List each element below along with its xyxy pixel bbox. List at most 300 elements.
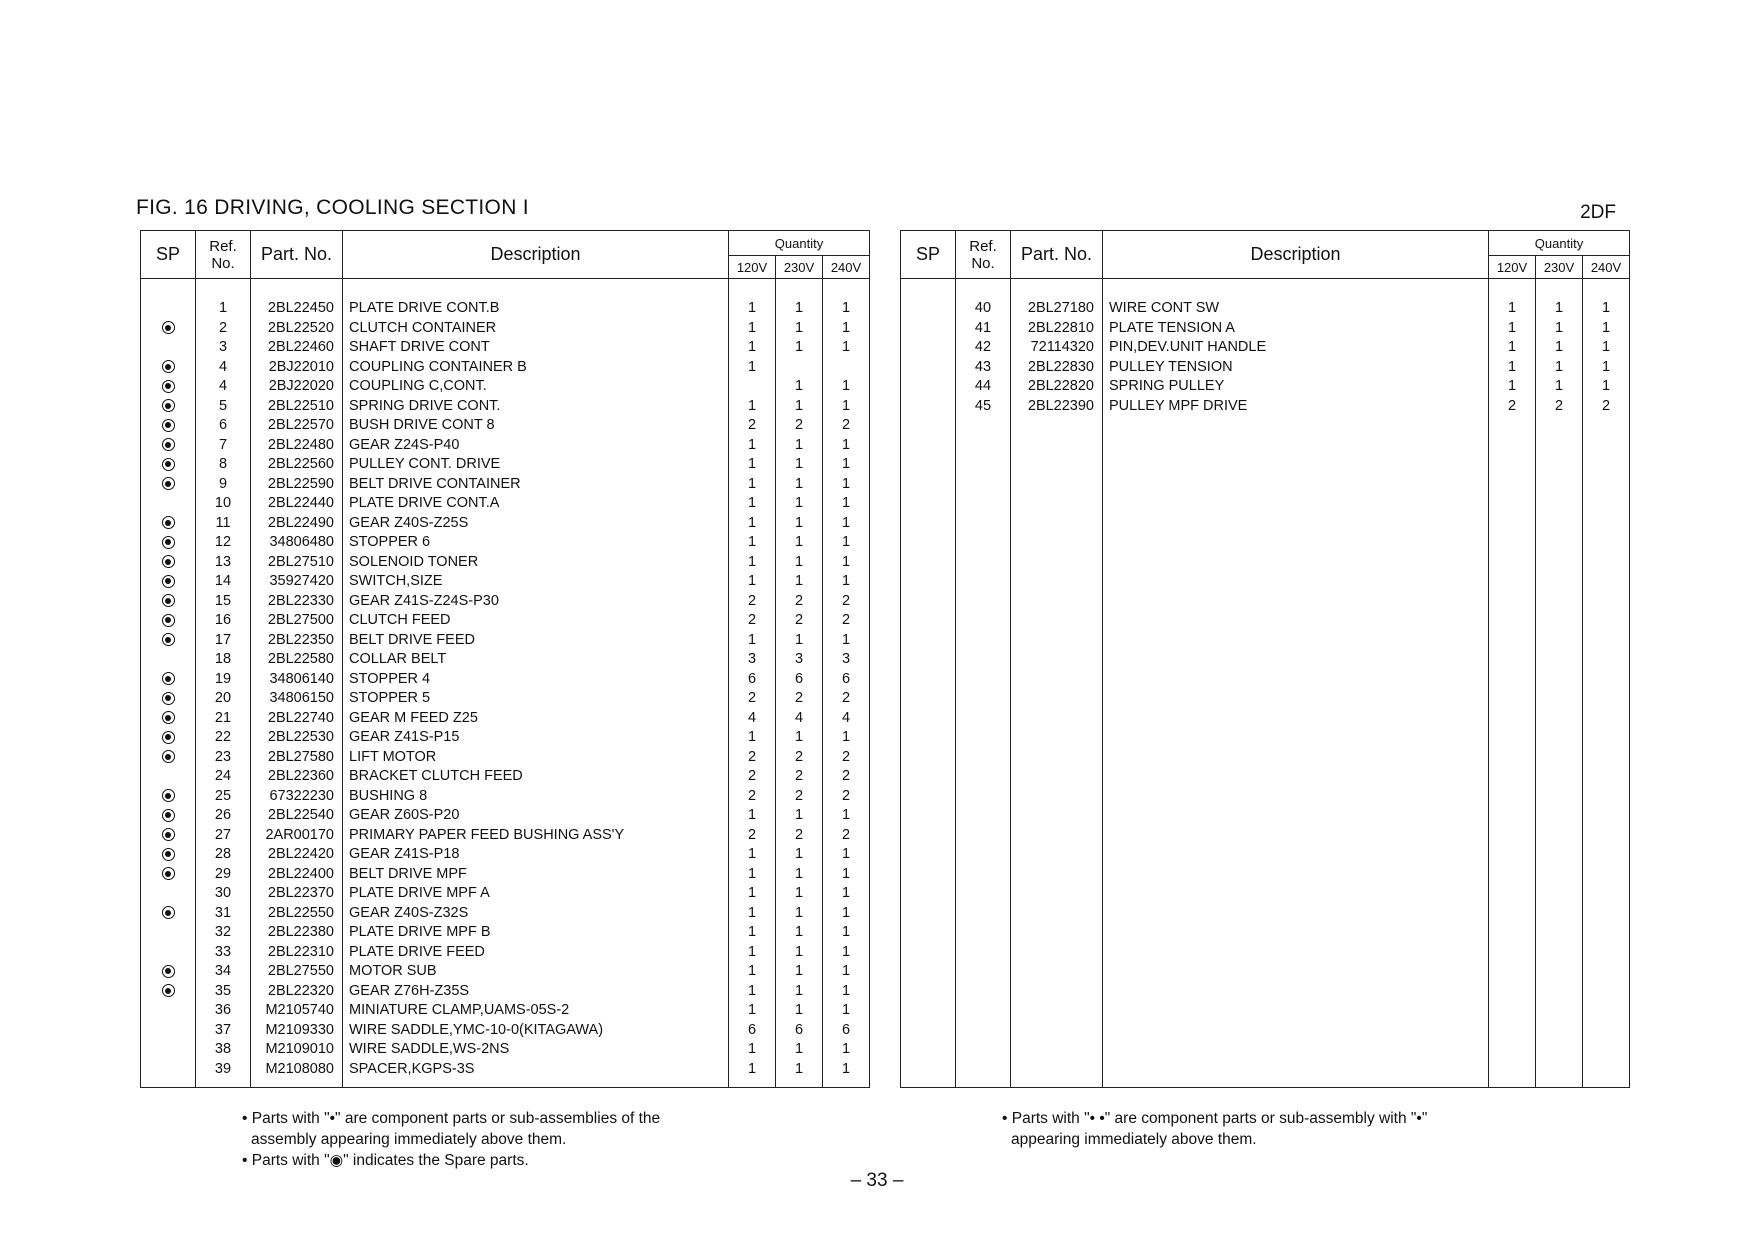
part-no-cell: 2BL22550: [251, 904, 343, 924]
filler-cell: [1489, 416, 1536, 1087]
filler-cell: [1583, 416, 1630, 1087]
ref-no-cell: 32: [196, 923, 251, 943]
qty-120v-cell: 2: [729, 826, 776, 846]
qty-240v-cell: 2: [823, 826, 870, 846]
qty-240v-cell: 6: [823, 670, 870, 690]
spare-part-icon: [162, 536, 175, 549]
description-cell: LIFT MOTOR: [343, 748, 729, 768]
table-row: [141, 338, 870, 358]
spare-part-icon: [162, 516, 175, 529]
description-cell: SHAFT DRIVE CONT: [343, 338, 729, 358]
spare-part-icon: [162, 575, 175, 588]
qty-230v-cell: 6: [776, 670, 823, 690]
part-no-cell: 72114320: [1011, 338, 1103, 358]
table-row: [901, 358, 1630, 378]
description-cell: PIN,DEV.UNIT HANDLE: [1103, 338, 1489, 358]
note-line: • Parts with "•" are component parts or sub-assemblies of the: [242, 1110, 661, 1127]
table-filler-row: [901, 416, 1630, 1087]
qty-120v-cell: 2: [729, 748, 776, 768]
description-cell: GEAR Z41S-P18: [343, 845, 729, 865]
table-row: [141, 416, 870, 436]
ref-no-cell: 1: [196, 279, 251, 319]
qty-240v-cell: 1: [1583, 358, 1630, 378]
page-title: FIG. 16 DRIVING, COOLING SECTION I: [136, 196, 529, 219]
spare-part-icon: [162, 731, 175, 744]
ref-no-cell: 9: [196, 475, 251, 495]
qty-120v-cell: 1: [729, 845, 776, 865]
ref-no-cell: 23: [196, 748, 251, 768]
sp-cell: [141, 397, 196, 417]
part-no-cell: 2AR00170: [251, 826, 343, 846]
qty-230v-cell: 1: [1536, 319, 1583, 339]
description-cell: PLATE DRIVE MPF A: [343, 884, 729, 904]
filler-cell: [251, 1079, 343, 1087]
qty-230v-cell: 2: [776, 787, 823, 807]
description-cell: PULLEY TENSION: [1103, 358, 1489, 378]
part-no-cell: 2BL22450: [251, 279, 343, 319]
sp-cell: [141, 728, 196, 748]
qty-120v-cell: 1: [729, 904, 776, 924]
header-120v: 120V: [1489, 256, 1536, 279]
ref-no-cell: 3: [196, 338, 251, 358]
table-row: [141, 494, 870, 514]
qty-240v-cell: 1: [823, 806, 870, 826]
qty-240v-cell: 1: [823, 943, 870, 963]
ref-no-cell: 2: [196, 319, 251, 339]
ref-no-cell: 16: [196, 611, 251, 631]
ref-no-cell: 38: [196, 1040, 251, 1060]
sp-cell: [141, 845, 196, 865]
ref-no-cell: 34: [196, 962, 251, 982]
sp-cell: [141, 748, 196, 768]
part-no-cell: 2BL22580: [251, 650, 343, 670]
description-cell: BUSHING 8: [343, 787, 729, 807]
part-no-cell: 2BL22510: [251, 397, 343, 417]
description-cell: BRACKET CLUTCH FEED: [343, 767, 729, 787]
qty-240v-cell: 1: [1583, 338, 1630, 358]
part-no-cell: 2BL22320: [251, 982, 343, 1002]
qty-230v-cell: 1: [776, 1060, 823, 1080]
parts-table-right: [900, 230, 1630, 1088]
spare-part-icon: [162, 477, 175, 490]
header-ref-no: Ref. No.: [196, 231, 251, 279]
table-filler-row: [141, 1079, 870, 1087]
filler-cell: [343, 1079, 729, 1087]
qty-120v-cell: 1: [729, 806, 776, 826]
table-row: [141, 728, 870, 748]
part-no-cell: 34806140: [251, 670, 343, 690]
table-row: [141, 787, 870, 807]
filler-cell: [1011, 416, 1103, 1087]
qty-230v-cell: 1: [1536, 338, 1583, 358]
table-row: [141, 826, 870, 846]
qty-230v-cell: 1: [776, 377, 823, 397]
part-no-cell: M2109330: [251, 1021, 343, 1041]
qty-230v-cell: 1: [776, 475, 823, 495]
qty-230v-cell: 1: [1536, 358, 1583, 378]
sp-cell: [141, 923, 196, 943]
sp-cell: [141, 865, 196, 885]
sp-cell: [141, 1040, 196, 1060]
description-cell: CLUTCH FEED: [343, 611, 729, 631]
description-cell: PRIMARY PAPER FEED BUSHING ASS'Y: [343, 826, 729, 846]
qty-230v-cell: 1: [776, 943, 823, 963]
ref-no-cell: 15: [196, 592, 251, 612]
qty-230v-cell: 2: [776, 767, 823, 787]
table-row: [141, 1060, 870, 1080]
qty-230v-cell: 2: [776, 826, 823, 846]
qty-120v-cell: 1: [1489, 279, 1536, 319]
sp-cell: [141, 475, 196, 495]
description-cell: BELT DRIVE CONTAINER: [343, 475, 729, 495]
filler-cell: [901, 416, 956, 1087]
note-line: • Parts with "• •" are component parts or sub-assembly with "•": [1002, 1110, 1428, 1127]
table-row: [141, 748, 870, 768]
qty-240v-cell: 2: [823, 748, 870, 768]
part-no-cell: 2BL27180: [1011, 279, 1103, 319]
table-row: [141, 553, 870, 573]
description-cell: COUPLING CONTAINER B: [343, 358, 729, 378]
qty-230v-cell: 2: [776, 592, 823, 612]
description-cell: CLUTCH CONTAINER: [343, 319, 729, 339]
header-240v: 240V: [823, 256, 870, 279]
sp-cell: [141, 416, 196, 436]
qty-240v-cell: 1: [823, 475, 870, 495]
description-cell: STOPPER 4: [343, 670, 729, 690]
description-cell: SOLENOID TONER: [343, 553, 729, 573]
header-sp: SP: [141, 231, 196, 279]
sp-cell: [141, 1021, 196, 1041]
ref-no-cell: 22: [196, 728, 251, 748]
table-row: [141, 514, 870, 534]
table-row: [141, 865, 870, 885]
qty-240v-cell: 2: [823, 416, 870, 436]
parts-table-left-body: [141, 279, 870, 1088]
part-no-cell: 2BL22400: [251, 865, 343, 885]
qty-120v-cell: 1: [1489, 338, 1536, 358]
table-row: [141, 397, 870, 417]
description-cell: COLLAR BELT: [343, 650, 729, 670]
sp-cell: [141, 884, 196, 904]
qty-120v-cell: 2: [729, 767, 776, 787]
qty-120v-cell: 2: [729, 416, 776, 436]
notes-right: [1002, 1108, 1562, 1150]
qty-240v-cell: 1: [823, 904, 870, 924]
qty-230v-cell: 1: [776, 279, 823, 319]
ref-no-cell: 39: [196, 1060, 251, 1080]
sp-cell: [141, 1001, 196, 1021]
spare-part-icon: [162, 555, 175, 568]
ref-no-cell: 31: [196, 904, 251, 924]
note-line: • Parts with "◉" indicates the Spare parts.: [242, 1152, 529, 1169]
header-240v: 240V: [1583, 256, 1630, 279]
filler-cell: [141, 1079, 196, 1087]
qty-120v-cell: 2: [729, 611, 776, 631]
qty-120v-cell: 4: [729, 709, 776, 729]
table-row: [901, 377, 1630, 397]
ref-no-cell: 10: [196, 494, 251, 514]
part-no-cell: 35927420: [251, 572, 343, 592]
header-quantity: Quantity: [1489, 231, 1630, 256]
part-no-cell: 2BL22350: [251, 631, 343, 651]
qty-120v-cell: 1: [729, 865, 776, 885]
qty-230v-cell: 1: [776, 436, 823, 456]
header-part-no: Part. No.: [251, 231, 343, 279]
qty-240v-cell: 1: [823, 865, 870, 885]
part-no-cell: 2BL22740: [251, 709, 343, 729]
sp-cell: [141, 943, 196, 963]
qty-230v-cell: 1: [776, 1001, 823, 1021]
qty-240v-cell: 1: [823, 1060, 870, 1080]
description-cell: WIRE SADDLE,YMC-10-0(KITAGAWA): [343, 1021, 729, 1041]
spare-part-icon: [162, 711, 175, 724]
part-no-cell: M2109010: [251, 1040, 343, 1060]
description-cell: PLATE TENSION A: [1103, 319, 1489, 339]
ref-no-cell: 18: [196, 650, 251, 670]
part-no-cell: 2BL22810: [1011, 319, 1103, 339]
table-row: [141, 943, 870, 963]
ref-no-cell: 17: [196, 631, 251, 651]
sp-cell: [141, 494, 196, 514]
sp-cell: [141, 436, 196, 456]
note-line: assembly appearing immediately above them.: [251, 1131, 567, 1148]
table-row: [901, 319, 1630, 339]
qty-240v-cell: 1: [823, 631, 870, 651]
table-row: [141, 319, 870, 339]
sp-cell: [141, 982, 196, 1002]
table-row: [141, 806, 870, 826]
sp-cell: [901, 377, 956, 397]
ref-no-cell: 13: [196, 553, 251, 573]
qty-240v-cell: 1: [823, 1040, 870, 1060]
spare-part-icon: [162, 614, 175, 627]
sp-cell: [141, 319, 196, 339]
qty-120v-cell: 1: [729, 494, 776, 514]
description-cell: WIRE SADDLE,WS-2NS: [343, 1040, 729, 1060]
sp-cell: [141, 455, 196, 475]
description-cell: GEAR Z60S-P20: [343, 806, 729, 826]
part-no-cell: 34806480: [251, 533, 343, 553]
table-row: [141, 923, 870, 943]
qty-120v-cell: 1: [729, 884, 776, 904]
table-row: [141, 767, 870, 787]
note-line: appearing immediately above them.: [1011, 1131, 1257, 1148]
qty-230v-cell: 1: [776, 806, 823, 826]
table-row: [141, 670, 870, 690]
qty-240v-cell: 1: [823, 728, 870, 748]
spare-part-icon: [162, 867, 175, 880]
qty-240v-cell: 1: [823, 514, 870, 534]
description-cell: GEAR Z41S-P15: [343, 728, 729, 748]
qty-120v-cell: 1: [1489, 358, 1536, 378]
table-row: [901, 279, 1630, 319]
qty-120v-cell: [729, 377, 776, 397]
qty-120v-cell: 1: [729, 1040, 776, 1060]
ref-no-cell: 7: [196, 436, 251, 456]
spare-part-icon: [162, 906, 175, 919]
qty-230v-cell: 1: [776, 553, 823, 573]
description-cell: STOPPER 5: [343, 689, 729, 709]
filler-cell: [196, 1079, 251, 1087]
qty-120v-cell: 1: [729, 572, 776, 592]
table-row: [141, 709, 870, 729]
sp-cell: [141, 592, 196, 612]
qty-230v-cell: 2: [776, 689, 823, 709]
description-cell: PLATE DRIVE FEED: [343, 943, 729, 963]
qty-240v-cell: 1: [823, 533, 870, 553]
qty-240v-cell: 1: [823, 923, 870, 943]
table-row: [141, 962, 870, 982]
ref-no-cell: 36: [196, 1001, 251, 1021]
part-no-cell: 2BL22460: [251, 338, 343, 358]
part-no-cell: 2BL22370: [251, 884, 343, 904]
qty-120v-cell: 1: [729, 943, 776, 963]
qty-240v-cell: 1: [823, 338, 870, 358]
sp-cell: [141, 611, 196, 631]
spare-part-icon: [162, 633, 175, 646]
qty-120v-cell: 1: [729, 397, 776, 417]
qty-230v-cell: 1: [776, 923, 823, 943]
spare-part-icon: [162, 321, 175, 334]
qty-120v-cell: 1: [729, 1060, 776, 1080]
qty-240v-cell: 1: [1583, 377, 1630, 397]
qty-120v-cell: 1: [729, 338, 776, 358]
sp-cell: [141, 279, 196, 319]
spare-part-icon: [162, 965, 175, 978]
ref-no-cell: 20: [196, 689, 251, 709]
spare-part-icon: [162, 809, 175, 822]
qty-120v-cell: 1: [1489, 319, 1536, 339]
qty-230v-cell: 1: [776, 884, 823, 904]
part-no-cell: 2BL22360: [251, 767, 343, 787]
qty-240v-cell: 1: [1583, 279, 1630, 319]
ref-no-cell: 25: [196, 787, 251, 807]
qty-240v-cell: 1: [823, 377, 870, 397]
description-cell: PLATE DRIVE MPF B: [343, 923, 729, 943]
table-row: [901, 338, 1630, 358]
model-code: 2DF: [1580, 202, 1616, 223]
qty-230v-cell: 1: [776, 1040, 823, 1060]
spare-part-icon: [162, 750, 175, 763]
table-row: [141, 436, 870, 456]
spare-part-icon: [162, 360, 175, 373]
table-row: [141, 279, 870, 319]
header-230v: 230V: [776, 256, 823, 279]
table-row: [141, 982, 870, 1002]
spare-part-icon: [162, 399, 175, 412]
spare-part-icon: [162, 419, 175, 432]
part-no-cell: 34806150: [251, 689, 343, 709]
part-no-cell: 2BL27500: [251, 611, 343, 631]
qty-230v-cell: 1: [776, 904, 823, 924]
qty-240v-cell: [823, 358, 870, 378]
qty-240v-cell: 1: [1583, 319, 1630, 339]
spare-part-icon: [162, 789, 175, 802]
qty-240v-cell: 2: [823, 787, 870, 807]
part-no-cell: 67322230: [251, 787, 343, 807]
sp-cell: [141, 358, 196, 378]
qty-230v-cell: 1: [1536, 377, 1583, 397]
filler-cell: [1103, 416, 1489, 1087]
description-cell: COUPLING C,CONT.: [343, 377, 729, 397]
qty-120v-cell: 6: [729, 1021, 776, 1041]
filler-cell: [823, 1079, 870, 1087]
part-no-cell: 2BL22440: [251, 494, 343, 514]
qty-240v-cell: 6: [823, 1021, 870, 1041]
sp-cell: [141, 709, 196, 729]
qty-230v-cell: 1: [1536, 279, 1583, 319]
header-120v: 120V: [729, 256, 776, 279]
sp-cell: [141, 689, 196, 709]
qty-120v-cell: 2: [729, 592, 776, 612]
qty-120v-cell: 1: [729, 436, 776, 456]
ref-no-cell: 41: [956, 319, 1011, 339]
part-no-cell: 2BL22390: [1011, 397, 1103, 417]
table-row: [141, 455, 870, 475]
spare-part-icon: [162, 380, 175, 393]
spare-part-icon: [162, 438, 175, 451]
table-row: [141, 572, 870, 592]
ref-no-cell: 33: [196, 943, 251, 963]
spare-part-icon: [162, 672, 175, 685]
sp-cell: [141, 338, 196, 358]
sp-cell: [901, 279, 956, 319]
qty-230v-cell: 4: [776, 709, 823, 729]
ref-no-cell: 6: [196, 416, 251, 436]
table-row: [901, 397, 1630, 417]
ref-no-cell: 4: [196, 358, 251, 378]
header-ref-no: Ref. No.: [956, 231, 1011, 279]
qty-230v-cell: 1: [776, 572, 823, 592]
part-no-cell: 2BL22590: [251, 475, 343, 495]
part-no-cell: 2BL27580: [251, 748, 343, 768]
description-cell: GEAR Z41S-Z24S-P30: [343, 592, 729, 612]
qty-120v-cell: 1: [729, 553, 776, 573]
header-part-no: Part. No.: [1011, 231, 1103, 279]
filler-cell: [956, 416, 1011, 1087]
description-cell: BELT DRIVE MPF: [343, 865, 729, 885]
qty-230v-cell: 1: [776, 962, 823, 982]
part-no-cell: 2BL22830: [1011, 358, 1103, 378]
spare-part-icon: [162, 458, 175, 471]
ref-no-cell: 26: [196, 806, 251, 826]
header-230v: 230V: [1536, 256, 1583, 279]
ref-no-cell: 12: [196, 533, 251, 553]
qty-240v-cell: 4: [823, 709, 870, 729]
description-cell: PLATE DRIVE CONT.B: [343, 279, 729, 319]
qty-230v-cell: 6: [776, 1021, 823, 1041]
part-no-cell: 2BL27550: [251, 962, 343, 982]
table-row: [141, 1040, 870, 1060]
filler-cell: [776, 1079, 823, 1087]
qty-120v-cell: 6: [729, 670, 776, 690]
qty-230v-cell: 1: [776, 845, 823, 865]
spare-part-icon: [162, 984, 175, 997]
part-no-cell: 2BL27510: [251, 553, 343, 573]
qty-120v-cell: 2: [1489, 397, 1536, 417]
ref-no-cell: 24: [196, 767, 251, 787]
qty-120v-cell: 1: [729, 923, 776, 943]
table-row: [141, 650, 870, 670]
qty-240v-cell: 1: [823, 572, 870, 592]
part-no-cell: 2BL22490: [251, 514, 343, 534]
sp-cell: [141, 514, 196, 534]
ref-no-cell: 37: [196, 1021, 251, 1041]
table-row: [141, 884, 870, 904]
qty-240v-cell: 2: [1583, 397, 1630, 417]
qty-120v-cell: 1: [729, 728, 776, 748]
qty-240v-cell: 1: [823, 279, 870, 319]
